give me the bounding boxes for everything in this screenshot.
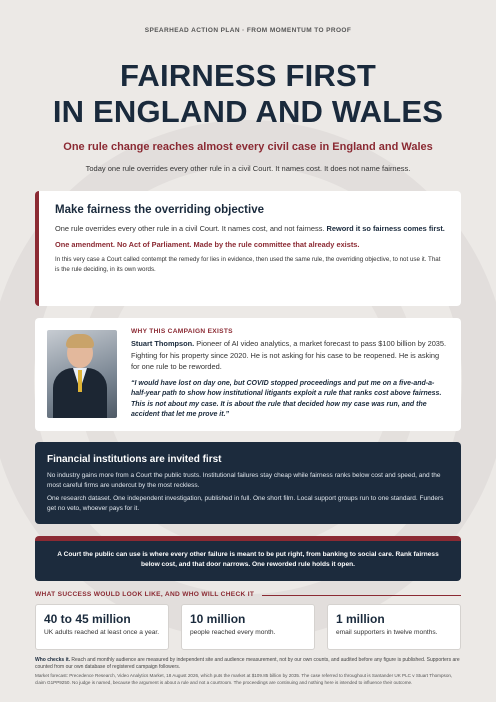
success-section-label: WHAT SUCCESS WOULD LOOK LIKE, AND WHO WILL CHECK IT <box>35 591 255 598</box>
campaign-label: WHY THIS CAMPAIGN EXISTS <box>131 328 233 335</box>
stat-number: 10 million <box>190 612 246 626</box>
stat-description: UK adults reached at least once a year. <box>44 629 160 636</box>
stat-description: email supporters in twelve months. <box>336 629 438 636</box>
stat-card <box>327 604 461 650</box>
stat-description: people reached every month. <box>190 629 276 636</box>
campaign-name: Stuart Thompson. <box>131 339 195 348</box>
objective-text-bold: Reword it so fairness comes first. <box>326 224 445 233</box>
stat-number: 40 to 45 million <box>44 612 131 626</box>
campaign-quote: “I would have lost on day one, but COVID stopped proceedings and put me on a five-and-a-half-year path to show how institutional litigants exploit a rule that ranks cost above fairness. This is not about my case. It is about the rule that decided how my case was run, and the accident that let me prove it.” <box>131 379 442 418</box>
footer-checks: Who checks it. Reach and monthly audience are measured by independent site and audience measurement, not by our own counts, and audited before any figure is published. Supporters are counted from our own database of registered campaign followers. <box>35 657 460 670</box>
institutions-para-1: No industry gains more from a Court the public trusts. Institutional failures stay cheap while fairness ranks below cost and speed, and the most careful firms are undercut by the most reckless. <box>47 472 441 489</box>
title-line-2: IN ENGLAND AND WALES <box>52 94 444 129</box>
callout-banner: A Court the public can use is where every other failure is meant to be put right, from banking to social care. Rank fairness below cost, and that door narrows. One reworded rule holds it open. <box>35 536 461 581</box>
institutions-heading: Financial institutions are invited first <box>47 454 222 465</box>
objective-heading: Make fairness the overriding objective <box>55 204 264 216</box>
stat-card <box>35 604 169 650</box>
intro-text: Today one rule overrides every other rule in a civil Court. It names cost. It does not name fairness. <box>85 164 411 173</box>
campaign-card <box>35 318 461 431</box>
institutions-card <box>35 442 461 524</box>
portrait-photo <box>47 330 117 418</box>
stat-number: 1 million <box>336 612 385 626</box>
kicker: SPEARHEAD ACTION PLAN · FROM MOMENTUM TO PROOF <box>144 27 352 34</box>
objective-amendment: One amendment. No Act of Parliament. Made by the rule committee that already exists. <box>55 240 360 249</box>
subtitle: One rule change reaches almost every civil case in England and Wales <box>63 141 433 153</box>
objective-detail: In this very case a Court called contempt the remedy for lies in evidence, then used the same rule, the overriding objective, to not use it. That is the rule deciding, in its own words. <box>55 256 441 273</box>
title-line-1: FAIRNESS FIRST <box>120 58 376 93</box>
campaign-bio: Stuart Thompson. Pioneer of AI video analytics, a market forecast to pass $100 billion by 2035. Fighting for his property since 2020. He is not asking for his case to be reopened. He is asking for one rule to be reworded. <box>131 339 447 371</box>
page-title <box>0 58 496 130</box>
objective-text: One rule overrides every other rule in a civil Court. It names cost, and not fairness. Reword it so fairness comes first. <box>55 224 445 233</box>
footer-sources: Market forecast: Precedence Research, Video Analytics Market, 18 August 2026, which puts the market at $109.85 billion by 2035. The case referred to throughout is Santander UK PLC v Stuart Thompson, claim G1PP9250. No judge is named, because the argument is about a rule and not a courtroom. The proceedings are continuing and nothing here is intended to influence their outcome. <box>35 673 453 685</box>
objective-card <box>35 191 461 306</box>
footer-checks-label: Who checks it. <box>35 657 71 663</box>
stat-card <box>181 604 315 650</box>
institutions-para-2: One research dataset. One independent investigation, published in full. One short film. Local support groups run to one standard. Funders get no veto, whoever pays for it. <box>47 495 444 512</box>
section-divider <box>262 595 461 596</box>
